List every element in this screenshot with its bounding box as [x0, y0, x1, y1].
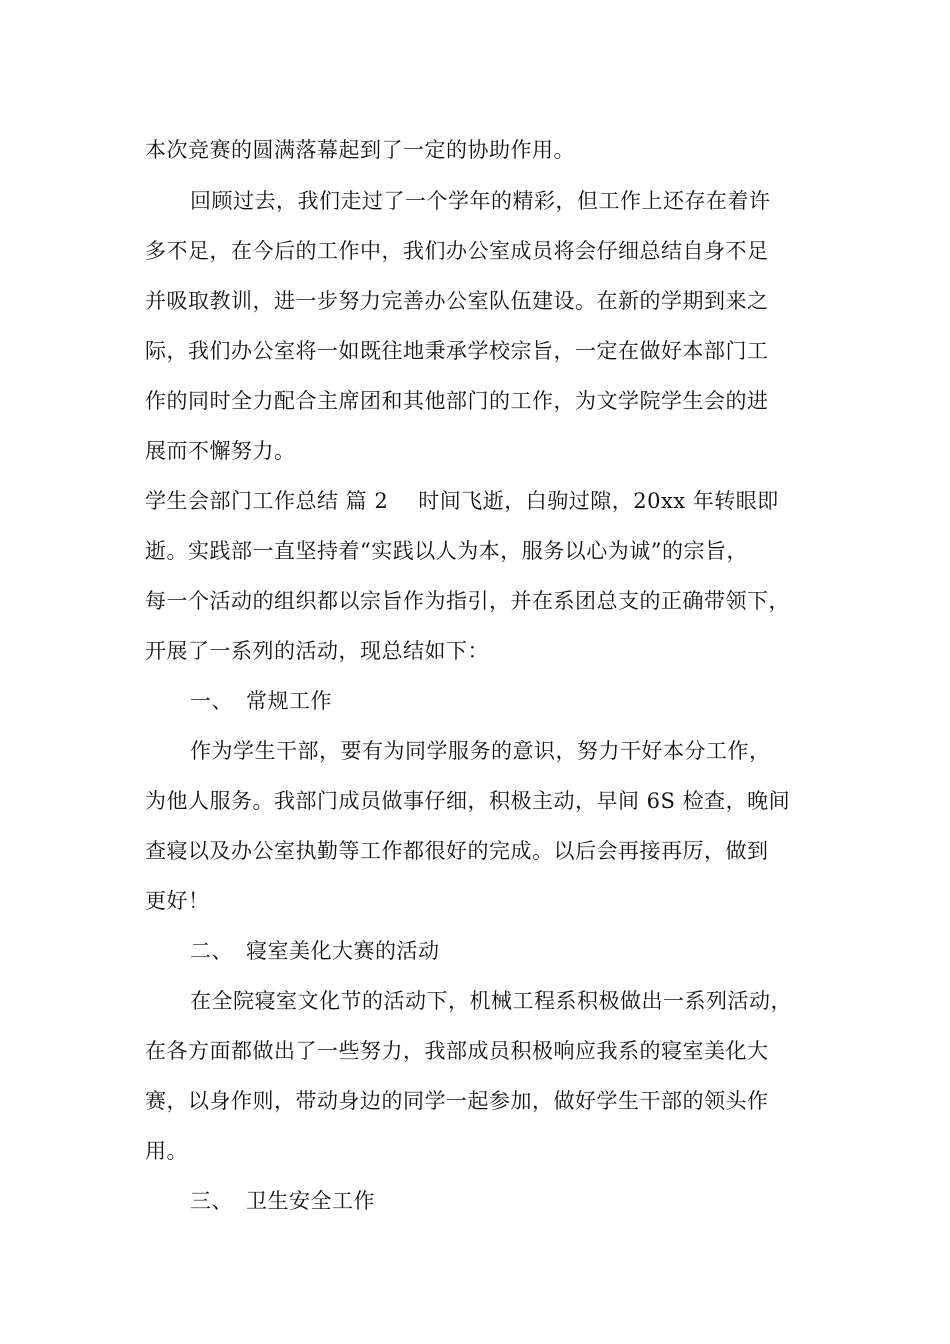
heading-number: 一、 [190, 689, 233, 713]
heading-1 [190, 686, 332, 716]
section-lead: 时间飞逝，白驹过隙，20xx 年转眼即 [418, 489, 779, 513]
section-title-line [145, 486, 779, 516]
heading-2 [190, 936, 440, 966]
paragraph-line: 逝。实践部一直坚持着“实践以人为本，服务以心为诚”的宗旨， [145, 539, 748, 563]
paragraph-line: 为他人服务。我部门成员做事仔细，积极主动，早间 6S 检查，晚间 [145, 789, 791, 813]
paragraph-line: 赛，以身作则，带动身边的同学一起参加，做好学生干部的领头作 [145, 1089, 769, 1113]
paragraph-line: 并吸取教训，进一步努力完善办公室队伍建设。在新的学期到来之 [145, 289, 769, 313]
paragraph-line: 开展了一系列的活动，现总结如下： [145, 639, 489, 663]
paragraph-line: 用。 [145, 1139, 188, 1163]
heading-text: 常规工作 [246, 689, 332, 713]
paragraph-line: 查寝以及办公室执勤等工作都很好的完成。以后会再接再厉，做到 [145, 839, 769, 863]
heading-text: 寝室美化大赛的活动 [246, 939, 440, 963]
paragraph-line: 作的同时全力配合主席团和其他部门的工作，为文学院学生会的进 [145, 389, 769, 413]
paragraph-line: 际，我们办公室将一如既往地秉承学校宗旨，一定在做好本部门工 [145, 339, 769, 363]
paragraph-line: 回顾过去，我们走过了一个学年的精彩，但工作上还存在着许 [190, 189, 771, 213]
paragraph-line: 多不足，在今后的工作中，我们办公室成员将会仔细总结自身不足 [145, 239, 769, 263]
paragraph-line: 在各方面都做出了一些努力，我部成员积极响应我系的寝室美化大 [145, 1039, 769, 1063]
heading-number: 二、 [190, 939, 233, 963]
paragraph-line: 更好！ [145, 889, 210, 913]
paragraph-line: 作为学生干部，要有为同学服务的意识，努力干好本分工作， [190, 739, 771, 763]
paragraph-line: 展而不懈努力。 [145, 439, 296, 463]
paragraph-line: 每一个活动的组织都以宗旨作为指引，并在系团总支的正确带领下， [145, 589, 790, 613]
heading-text: 卫生安全工作 [246, 1189, 375, 1213]
heading-number: 三、 [190, 1189, 233, 1213]
section-title: 学生会部门工作总结 篇 2 [145, 489, 389, 513]
paragraph-line: 在全院寝室文化节的活动下，机械工程系积极做出一系列活动， [190, 989, 792, 1013]
paragraph-line: 本次竞赛的圆满落幕起到了一定的协助作用。 [145, 138, 575, 162]
heading-3 [190, 1186, 375, 1216]
